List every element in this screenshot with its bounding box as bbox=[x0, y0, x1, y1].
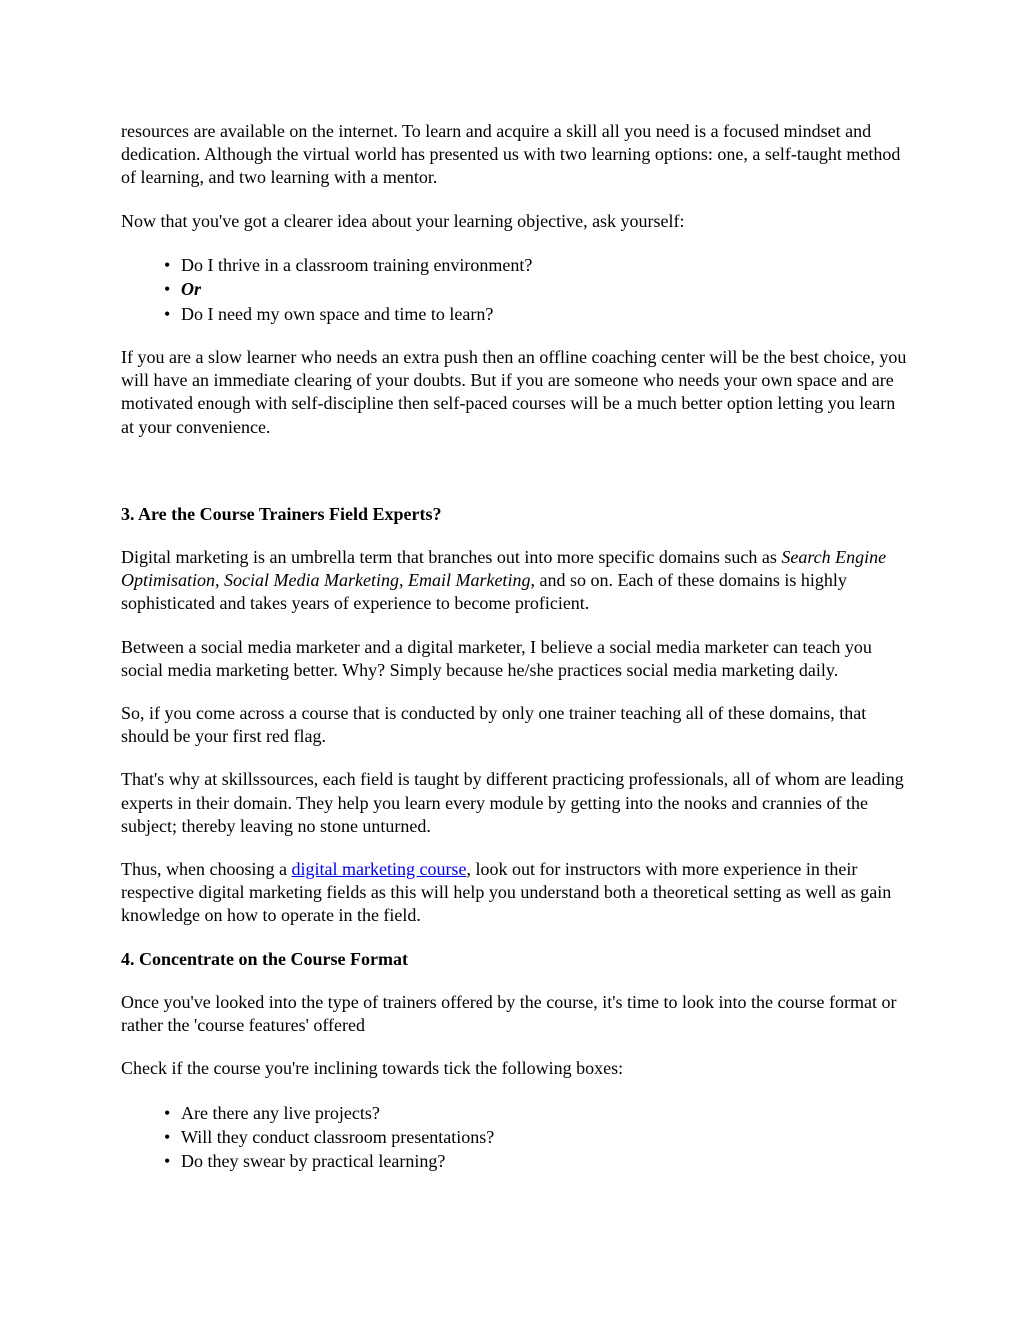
dm-domains-italic: Search Engine Optimisation, Social Media Marketing, Email Marketing bbox=[121, 547, 887, 591]
bullet-icon: • bbox=[164, 303, 171, 324]
list-item bbox=[121, 1101, 911, 1125]
course-features-list bbox=[121, 1101, 911, 1174]
section-spacer bbox=[121, 459, 911, 503]
ask-paragraph: Now that you've got a clearer idea about your learning objective, ask yourself: bbox=[121, 210, 685, 231]
list-item-text: Will they conduct classroom presentations? bbox=[181, 1126, 495, 1147]
intro-paragraph: resources are available on the internet. To learn and acquire a skill all you need is a focused mindset and dedication. Although the virtual world has presented us with two learning options: one, a self-taught method of learning, and two learning with a mentor. bbox=[121, 121, 901, 188]
list-item-text: Are there any live projects? bbox=[181, 1102, 380, 1123]
thus-text-after: , look out for instructors with more experience in their respective digital marketing fields as this will help you understand both a theoretical setting as well as gain knowledge on how to operate in the field. bbox=[121, 859, 892, 926]
dm-text-before: Digital marketing is an umbrella term that branches out into more specific domains such as bbox=[121, 547, 782, 568]
list-item-text: Do they swear by practical learning? bbox=[181, 1151, 446, 1172]
section-heading-trainers: 3. Are the Course Trainers Field Experts? bbox=[121, 503, 442, 524]
list-item bbox=[121, 253, 911, 277]
bullet-icon: • bbox=[164, 1151, 171, 1172]
list-item bbox=[121, 1125, 911, 1149]
list-item-text: Do I thrive in a classroom training environment? bbox=[181, 254, 533, 275]
between-paragraph: Between a social media marketer and a digital marketer, I believe a social media marketer can teach you social media marketing better. Why? Simply because he/she practices social media marketing daily. bbox=[121, 636, 872, 680]
list-item-text: Or bbox=[181, 279, 202, 300]
slow-learner-paragraph: If you are a slow learner who needs an extra push then an offline coaching center will be the best choice, you will have an immediate clearing of your doubts. But if you are someone who needs your own space and are motivated enough with self-discipline then self-paced courses will be a much better option letting you learn at your convenience. bbox=[121, 347, 907, 437]
thus-paragraph bbox=[121, 858, 911, 928]
bullet-icon: • bbox=[164, 279, 171, 300]
red-flag-paragraph: So, if you come across a course that is conducted by only one trainer teaching all of these domains, that should be your first red flag. bbox=[121, 703, 867, 747]
bullet-icon: • bbox=[164, 1126, 171, 1147]
list-item bbox=[121, 302, 911, 326]
check-paragraph: Check if the course you're inclining towards tick the following boxes: bbox=[121, 1058, 624, 1079]
digital-marketing-course-link[interactable]: digital marketing course bbox=[291, 859, 467, 880]
bullet-icon: • bbox=[164, 1102, 171, 1123]
document-page bbox=[121, 120, 911, 1194]
thus-text-before: Thus, when choosing a bbox=[121, 859, 292, 880]
digital-marketing-paragraph bbox=[121, 546, 911, 616]
list-item bbox=[121, 277, 911, 301]
section-heading-format: 4. Concentrate on the Course Format bbox=[121, 948, 408, 969]
learning-style-list bbox=[121, 253, 911, 326]
skillssources-paragraph: That's why at skillssources, each field is taught by different practicing professionals, all of whom are leading experts in their domain. They help you learn every module by getting into the nooks and crannies of the subject; thereby leaving no stone unturned. bbox=[121, 769, 904, 836]
list-item bbox=[121, 1149, 911, 1173]
dm-text-after: , and so on. Each of these domains is highly sophisticated and takes years of experience to become proficient. bbox=[121, 570, 847, 614]
once-paragraph: Once you've looked into the type of trainers offered by the course, it's time to look into the course format or rather the 'course features' offered bbox=[121, 991, 897, 1036]
bullet-icon: • bbox=[164, 254, 171, 275]
list-item-text: Do I need my own space and time to learn? bbox=[181, 303, 494, 324]
